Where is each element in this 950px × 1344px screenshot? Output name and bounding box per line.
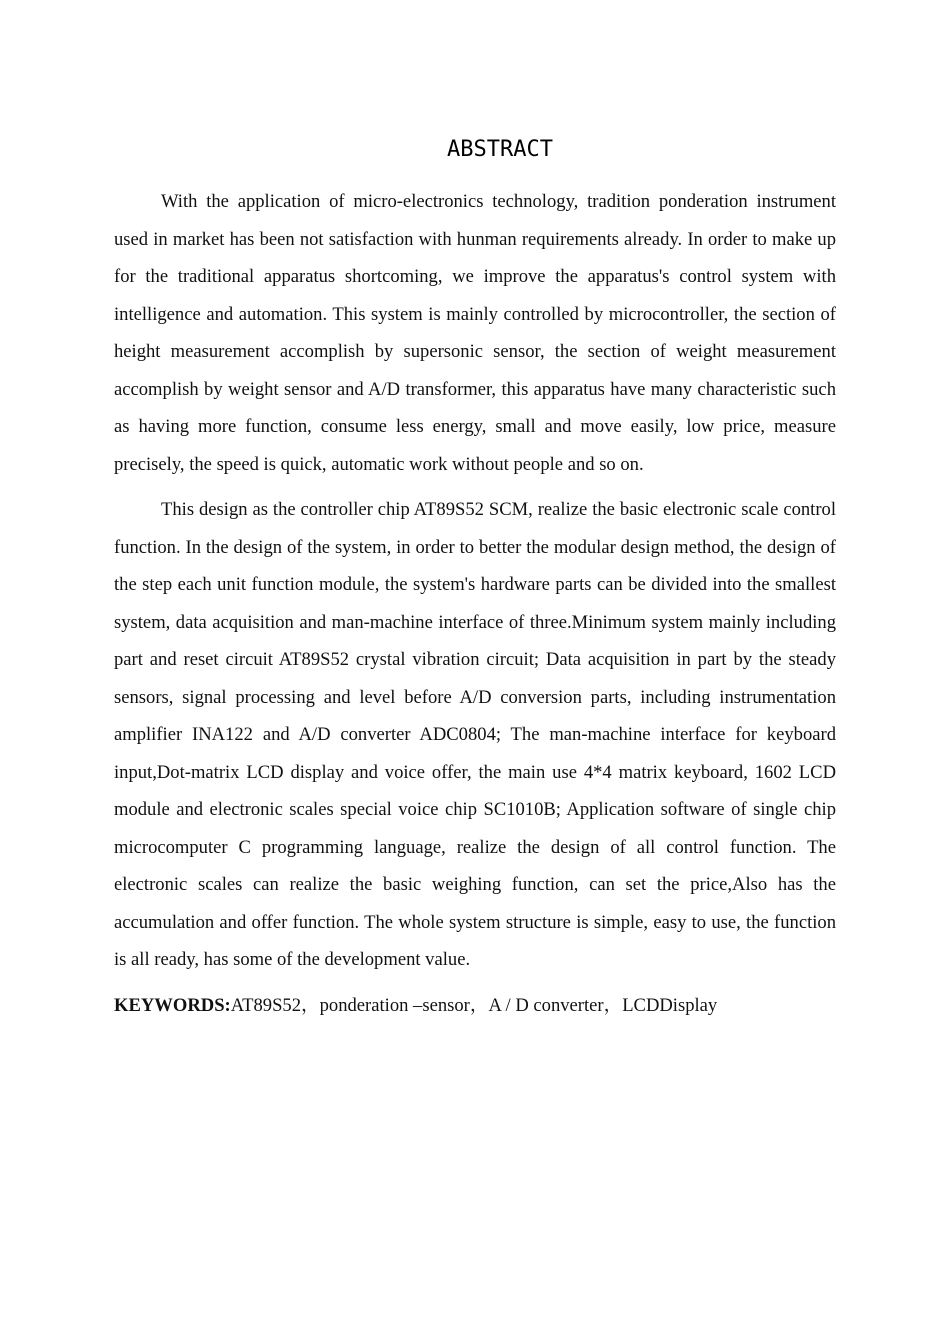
abstract-paragraph-1: With the application of micro-electronics technology, tradition ponderation instrument used in market has been not satisfaction with hunman requirements already. In order to make up for the traditional apparatus shortcoming, we improve the apparatus's control system with intelligence and automation. This system is mainly controlled by microcontroller, the section of height measurement accomplish by supersonic sensor, the section of weight measurement accomplish by weight sensor and A/D transformer, this apparatus have many characteristic such as having more function, consume less energy, small and move easily, low price, measure precisely, the speed is quick, automatic work without people and so on. bbox=[114, 191, 836, 475]
keywords-line bbox=[114, 987, 836, 1025]
abstract-title: ABSTRACT bbox=[447, 137, 553, 162]
abstract-body bbox=[114, 183, 836, 1024]
keywords-text: AT89S52，ponderation –sensor，A / D converter，LCDDisplay bbox=[230, 994, 718, 1016]
abstract-paragraph-2: This design as the controller chip AT89S52 SCM, realize the basic electronic scale control function. In the design of the system, in order to better the modular design method, the design of the step each unit function module, the system's hardware parts can be divided into the smallest system, data acquisition and man-machine interface of three.Minimum system mainly including part and reset circuit AT89S52 crystal vibration circuit; Data acquisition in part by the steady sensors, signal processing and level before A/D conversion parts, including instrumentation amplifier INA122 and A/D converter ADC0804; The man-machine interface for keyboard input,Dot-matrix LCD display and voice offer, the main use 4*4 matrix keyboard, 1602 LCD module and electronic scales special voice chip SC1010B; Application software of single chip microcomputer C programming language, realize the design of all control function. The electronic scales can realize the basic weighing function, can set the price,Also has the accumulation and offer function. The whole system structure is simple, easy to use, the function is all ready, has some of the development value. bbox=[114, 499, 836, 970]
keywords-label: KEYWORDS: bbox=[114, 994, 231, 1016]
